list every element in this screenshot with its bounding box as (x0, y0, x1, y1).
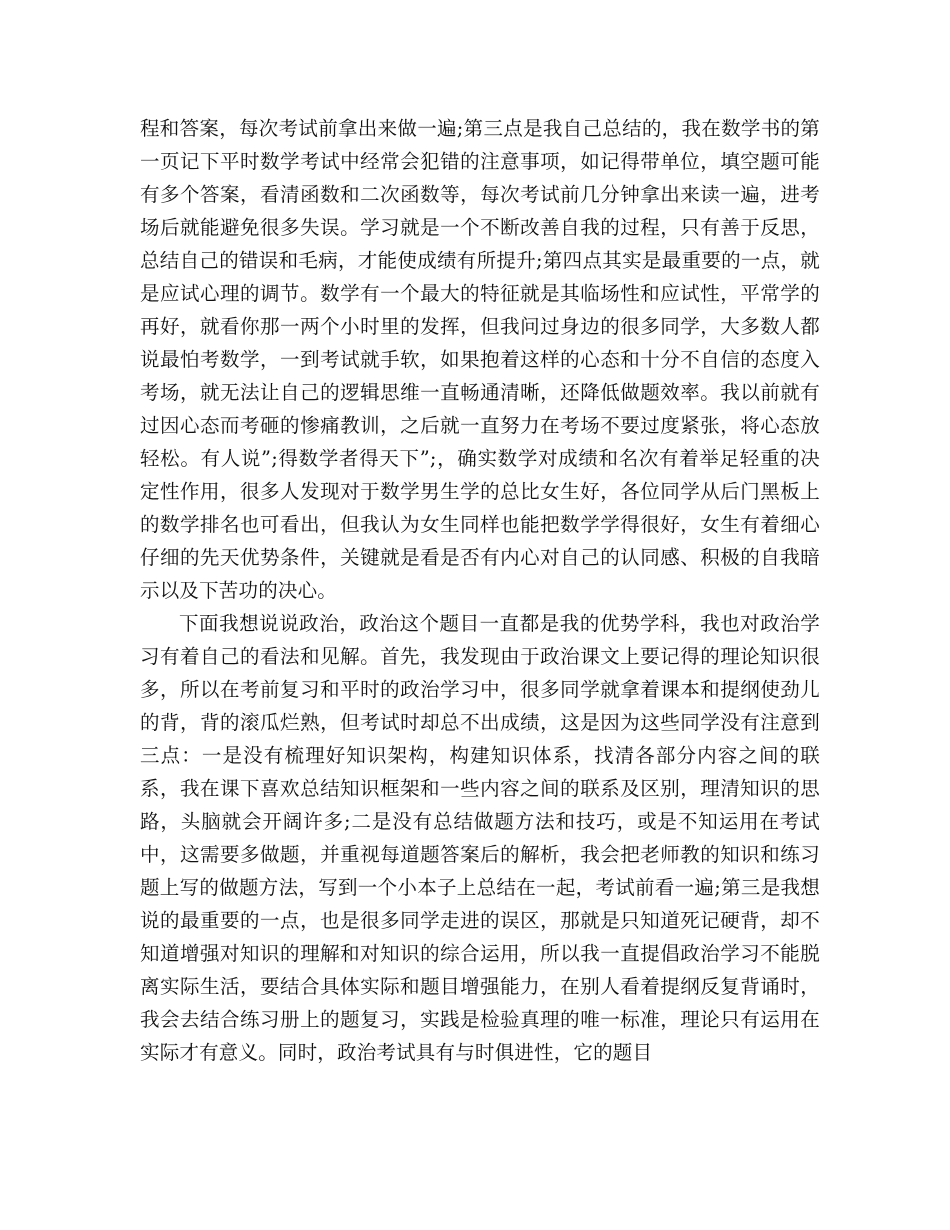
paragraph-politics: 下面我想说说政治，政治这个题目一直都是我的优势学科，我也对政治学习有着自己的看法和见解。首先，我发现由于政治课文上要记得的理论知识很多，所以在考前复习和平时的政治学习中，很多同学就拿着课本和提纲使劲儿的背，背的滚瓜烂熟，但考试时却总不出成绩，这是因为这些同学没有注意到三点：一是没有梳理好知识架构，构建知识体系，找清各部分内容之间的联系，我在课下喜欢总结知识框架和一些内容之间的联系及区别，理清知识的思路，头脑就会开阔许多;二是没有总结做题方法和技巧，或是不知运用在考试中，这需要多做题，并重视每道题答案后的解析，我会把老师教的知识和练习题上写的做题方法，写到一个小本子上总结在一起，考试前看一遍;第三是我想说的最重要的一点，也是很多同学走进的误区，那就是只知道死记硬背，却不知道增强对知识的理解和对知识的综合运用，所以我一直提倡政治学习不能脱离实际生活，要结合具体实际和题目增强能力，在别人看着提纲反复背诵时，我会去结合练习册上的题复习，实践是检验真理的唯一标准，理论只有运用在实际才有意义。同时，政治考试具有与时俱进性，它的题目 (140, 612, 820, 1064)
document-body (140, 112, 820, 1069)
paragraph-math-continued: 程和答案，每次考试前拿出来做一遍;第三点是我自己总结的，我在数学书的第一页记下平时数学考试中经常会犯错的注意事项，如记得带单位，填空题可能有多个答案，看清函数和二次函数等，每次考试前几分钟拿出来读一遍，进考场后就能避免很多失误。学习就是一个不断改善自我的过程，只有善于反思，总结自己的错误和毛病，才能使成绩有所提升;第四点其实是最重要的一点，就是应试心理的调节。数学有一个最大的特征就是其临场性和应试性，平常学的再好，就看你那一两个小时里的发挥，但我问过身边的很多同学，大多数人都说最怕考数学，一到考试就手软，如果抱着这样的心态和十分不自信的态度入考场，就无法让自己的逻辑思维一直畅通清晰，还降低做题效率。我以前就有过因心态而考砸的惨痛教训，之后就一直努力在考场不要过度紧张，将心态放轻松。有人说”;得数学者得天下”;，确实数学对成绩和名次有着举足轻重的决定性作用，很多人发现对于数学男生学的总比女生好，各位同学从后门黑板上的数学排名也可看出，但我认为女生同样也能把数学学得很好，女生有着细心仔细的先天优势条件，关键就是看是否有内心对自己的认同感、积极的自我暗示以及下苦功的决心。 (140, 117, 820, 602)
